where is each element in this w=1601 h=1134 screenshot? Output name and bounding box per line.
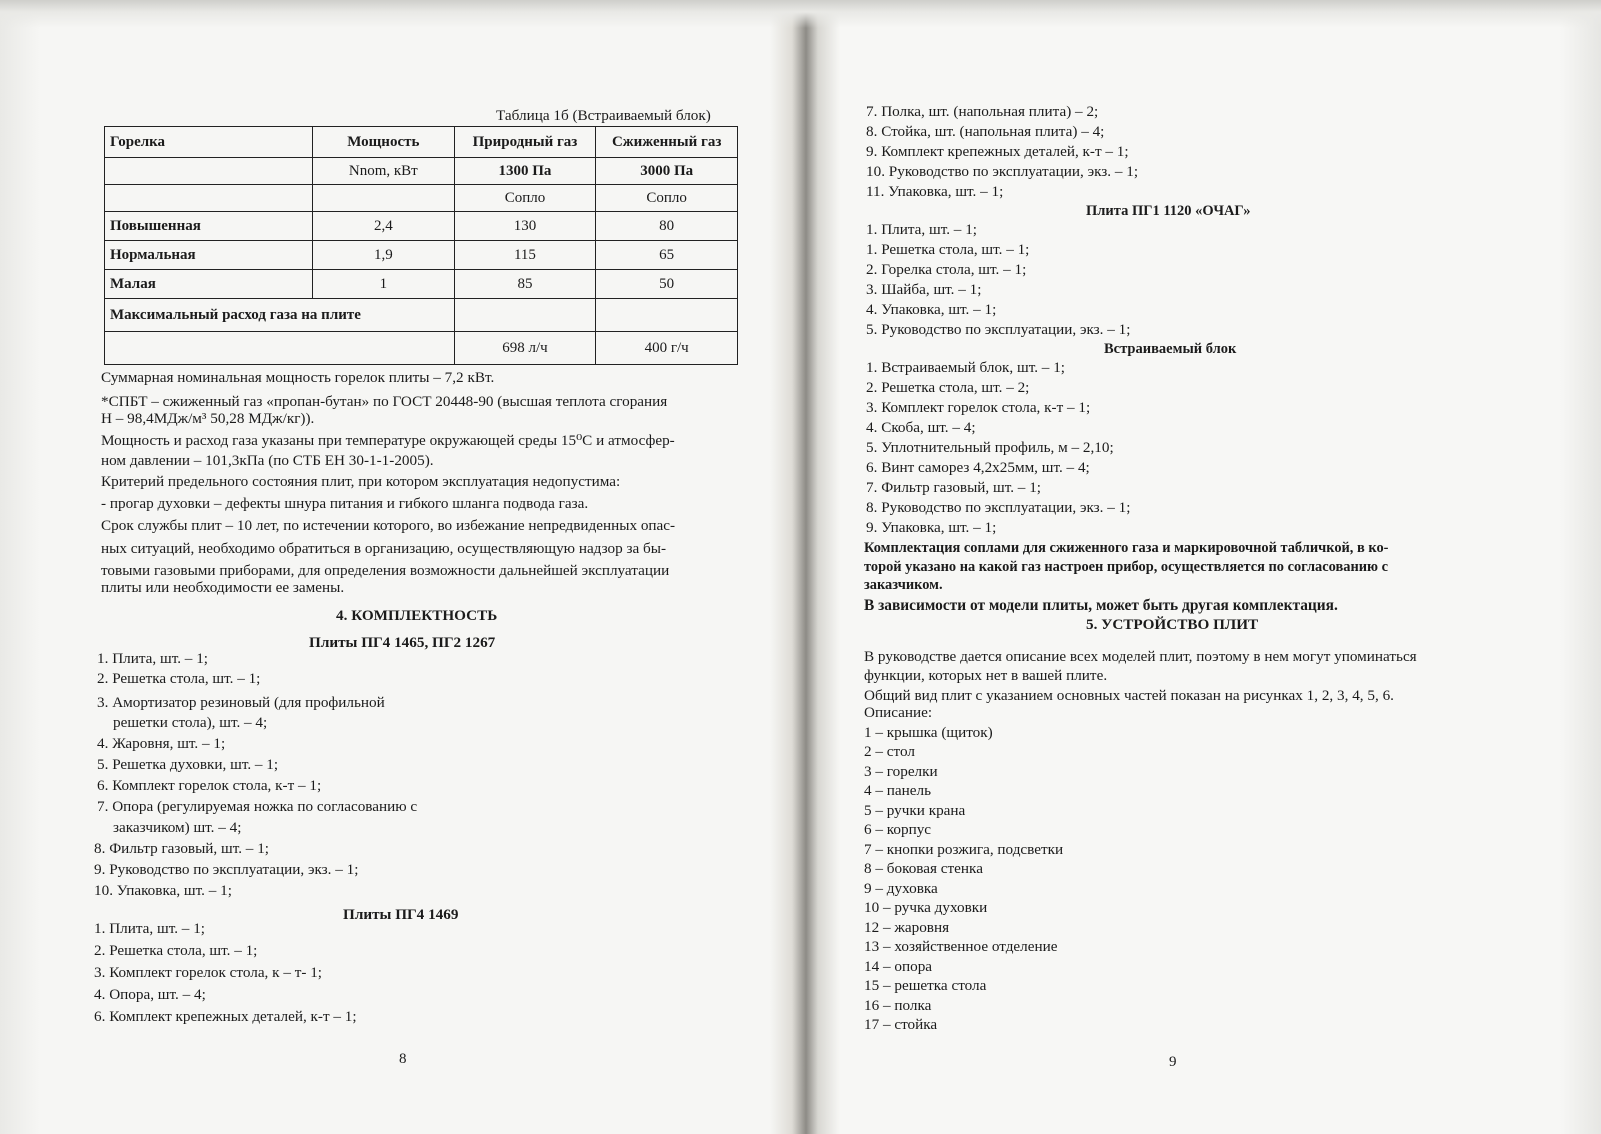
table-cell <box>105 158 313 185</box>
section-title: 5. УСТРОЙСТВО ПЛИТ <box>1086 616 1259 633</box>
table-cell: Малая <box>105 270 313 299</box>
paragraph-line: товыми газовыми приборами, для определения возможности дальнейшей эксплуатации <box>101 562 670 579</box>
list-item: решетки стола), шт. – 4; <box>113 714 268 731</box>
part-item: 10 – ручка духовки <box>864 899 988 916</box>
part-item: 17 – стойка <box>864 1016 938 1033</box>
paragraph-line: *СПБТ – сжиженный газ «пропан-бутан» по ГОСТ 20448-90 (высшая теплота сгорания <box>101 393 668 410</box>
part-item: 3 – горелки <box>864 763 938 780</box>
table-header-cell: Мощность <box>312 127 454 158</box>
table-row <box>105 241 738 270</box>
list-item: 4. Жаровня, шт. – 1; <box>97 735 226 752</box>
list-item: 7. Фильтр газовый, шт. – 1; <box>866 479 1042 496</box>
list-item: 10. Упаковка, шт. – 1; <box>94 882 232 899</box>
list-item: 4. Опора, шт. – 4; <box>94 986 206 1003</box>
part-item: 1 – крышка (щиток) <box>864 724 993 741</box>
table-row <box>105 212 738 241</box>
paragraph-line: Суммарная номинальная мощность горелок плиты – 7,2 кВт. <box>101 369 495 386</box>
list-item: 9. Упаковка, шт. – 1; <box>866 519 997 536</box>
subtitle: Плиты ПГ4 1465, ПГ2 1267 <box>309 634 496 651</box>
table-cell: Nnom, кВт <box>312 158 454 185</box>
list-item: 4. Скоба, шт. – 4; <box>866 419 976 436</box>
note-line: торой указано на какой газ настроен прибор, осуществляется по согласованию с <box>864 559 1389 575</box>
intro-line: Описание: <box>864 704 933 721</box>
table-cell: 65 <box>596 241 738 270</box>
page-number: 9 <box>1169 1054 1177 1070</box>
table-header-cell: Сжиженный газ <box>596 127 738 158</box>
paragraph-line: - прогар духовки – дефекты шнура питания и гибкого шланга подвода газа. <box>101 495 589 512</box>
table-row <box>105 332 738 365</box>
table-cell <box>596 299 738 332</box>
table-cell: 1,9 <box>312 241 454 270</box>
part-item: 8 – боковая стенка <box>864 860 983 877</box>
part-item: 4 – панель <box>864 782 932 799</box>
list-item: 8. Фильтр газовый, шт. – 1; <box>94 840 270 857</box>
table-cell: 50 <box>596 270 738 299</box>
list-item: 7. Полка, шт. (напольная плита) – 2; <box>866 103 1099 120</box>
table-cell <box>105 332 455 365</box>
section-title: 4. КОМПЛЕКТНОСТЬ <box>336 607 498 624</box>
list-item: заказчиком) шт. – 4; <box>113 819 242 836</box>
part-item: 7 – кнопки розжига, подсветки <box>864 841 1064 858</box>
paragraph-line: Срок службы плит – 10 лет, по истечении которого, во избежание непредвиденных опас- <box>101 517 676 534</box>
table-cell: 85 <box>454 270 596 299</box>
table-cell: 2,4 <box>312 212 454 241</box>
part-item: 13 – хозяйственное отделение <box>864 938 1058 955</box>
list-item: 1. Плита, шт. – 1; <box>97 650 209 667</box>
table-cell: 115 <box>454 241 596 270</box>
subtitle: Встраиваемый блок <box>1104 341 1237 357</box>
list-item: 8. Стойка, шт. (напольная плита) – 4; <box>866 123 1105 140</box>
list-item: 6. Винт саморез 4,2x25мм, шт. – 4; <box>866 459 1090 476</box>
list-item: 9. Комплект крепежных деталей, к-т – 1; <box>866 143 1129 160</box>
paragraph-line: ных ситуаций, необходимо обратиться в организацию, осуществляющую надзор за бы- <box>101 540 667 557</box>
table-cell: 1300 Па <box>454 158 596 185</box>
left-page <box>0 0 800 1134</box>
list-item: 10. Руководство по эксплуатации, экз. – 1; <box>866 163 1139 180</box>
table-row <box>105 185 738 212</box>
intro-line: Общий вид плит с указанием основных частей показан на рисунках 1, 2, 3, 4, 5, 6. <box>864 687 1394 704</box>
intro-line: функции, которых нет в вашей плите. <box>864 667 1108 684</box>
table-cell: 80 <box>596 212 738 241</box>
table-cell: 698 л/ч <box>454 332 596 365</box>
table-cell: Сопло <box>454 185 596 212</box>
list-item: 6. Комплект крепежных деталей, к-т – 1; <box>94 1008 357 1025</box>
table-cell: Повышенная <box>105 212 313 241</box>
list-item: 7. Опора (регулируемая ножка по согласованию с <box>97 798 418 815</box>
table-caption: Таблица 1б (Встраиваемый блок) <box>496 107 711 124</box>
list-item: 1. Плита, шт. – 1; <box>94 920 206 937</box>
table-cell-max-label: Максимальный расход газа на плите <box>105 299 455 332</box>
list-item: 1. Плита, шт. – 1; <box>866 221 978 238</box>
note-line: Комплектация соплами для сжиженного газа и маркировочной табличкой, в ко- <box>864 540 1389 556</box>
table-cell <box>312 185 454 212</box>
list-item: 4. Упаковка, шт. – 1; <box>866 301 997 318</box>
table-cell: 3000 Па <box>596 158 738 185</box>
list-item: 2. Решетка стола, шт. – 2; <box>866 379 1030 396</box>
list-item: 1. Встраиваемый блок, шт. – 1; <box>866 359 1066 376</box>
list-item: 3. Шайба, шт. – 1; <box>866 281 982 298</box>
part-item: 5 – ручки крана <box>864 802 966 819</box>
table-row <box>105 299 738 332</box>
burner-table <box>104 126 738 365</box>
list-item: 5. Руководство по эксплуатации, экз. – 1; <box>866 321 1131 338</box>
table-cell: 130 <box>454 212 596 241</box>
table-cell: Нормальная <box>105 241 313 270</box>
list-item: 5. Уплотнительный профиль, м – 2,10; <box>866 439 1114 456</box>
part-item: 6 – корпус <box>864 821 932 838</box>
list-item: 3. Комплект горелок стола, к – т- 1; <box>94 964 323 981</box>
part-item: 12 – жаровня <box>864 919 950 936</box>
table-cell <box>454 299 596 332</box>
note-line: заказчиком. <box>864 577 943 593</box>
table-header-row <box>105 127 738 158</box>
page-number: 8 <box>399 1051 407 1067</box>
part-item: 16 – полка <box>864 997 932 1014</box>
paragraph-line: Критерий предельного состояния плит, при котором эксплуатация недопустима: <box>101 473 621 490</box>
list-item: 5. Решетка духовки, шт. – 1; <box>97 756 279 773</box>
table-cell: 1 <box>312 270 454 299</box>
intro-line: В руководстве дается описание всех моделей плит, поэтому в нем могут упоминаться <box>864 648 1417 665</box>
subtitle: Плита ПГ1 1120 «ОЧАГ» <box>1086 203 1251 219</box>
paragraph-line: Мощность и расход газа указаны при температуре окружающей среды 15⁰С и атмосфер- <box>101 432 675 449</box>
list-item: 2. Решетка стола, шт. – 1; <box>94 942 258 959</box>
list-item: 6. Комплект горелок стола, к-т – 1; <box>97 777 322 794</box>
table-header-cell: Природный газ <box>454 127 596 158</box>
table-header-cell: Горелка <box>105 127 313 158</box>
table-row <box>105 270 738 299</box>
list-item: 1. Решетка стола, шт. – 1; <box>866 241 1030 258</box>
paragraph-line: плиты или необходимости ее замены. <box>101 579 345 596</box>
part-item: 15 – решетка стола <box>864 977 987 994</box>
list-item: 11. Упаковка, шт. – 1; <box>866 183 1004 200</box>
list-item: 3. Комплект горелок стола, к-т – 1; <box>866 399 1091 416</box>
part-item: 9 – духовка <box>864 880 938 897</box>
table-cell <box>105 185 313 212</box>
table-cell: Сопло <box>596 185 738 212</box>
part-item: 2 – стол <box>864 743 915 760</box>
list-item: 8. Руководство по эксплуатации, экз. – 1; <box>866 499 1131 516</box>
note-emphasis: В зависимости от модели плиты, может быть другая комплектация. <box>864 597 1338 614</box>
right-page <box>820 0 1601 1134</box>
list-item: 3. Амортизатор резиновый (для профильной <box>97 694 385 711</box>
part-item: 14 – опора <box>864 958 933 975</box>
table-row <box>105 158 738 185</box>
paragraph-line: ном давлении – 101,3кПа (по СТБ ЕН 30-1-1-2005). <box>101 452 434 469</box>
list-item: 2. Решетка стола, шт. – 1; <box>97 670 261 687</box>
subtitle: Плиты ПГ4 1469 <box>343 906 459 923</box>
list-item: 9. Руководство по эксплуатации, экз. – 1; <box>94 861 359 878</box>
list-item: 2. Горелка стола, шт. – 1; <box>866 261 1027 278</box>
paragraph-line: Н – 98,4МДж/м³ 50,28 МДж/кг)). <box>101 410 315 427</box>
table-cell: 400 г/ч <box>596 332 738 365</box>
